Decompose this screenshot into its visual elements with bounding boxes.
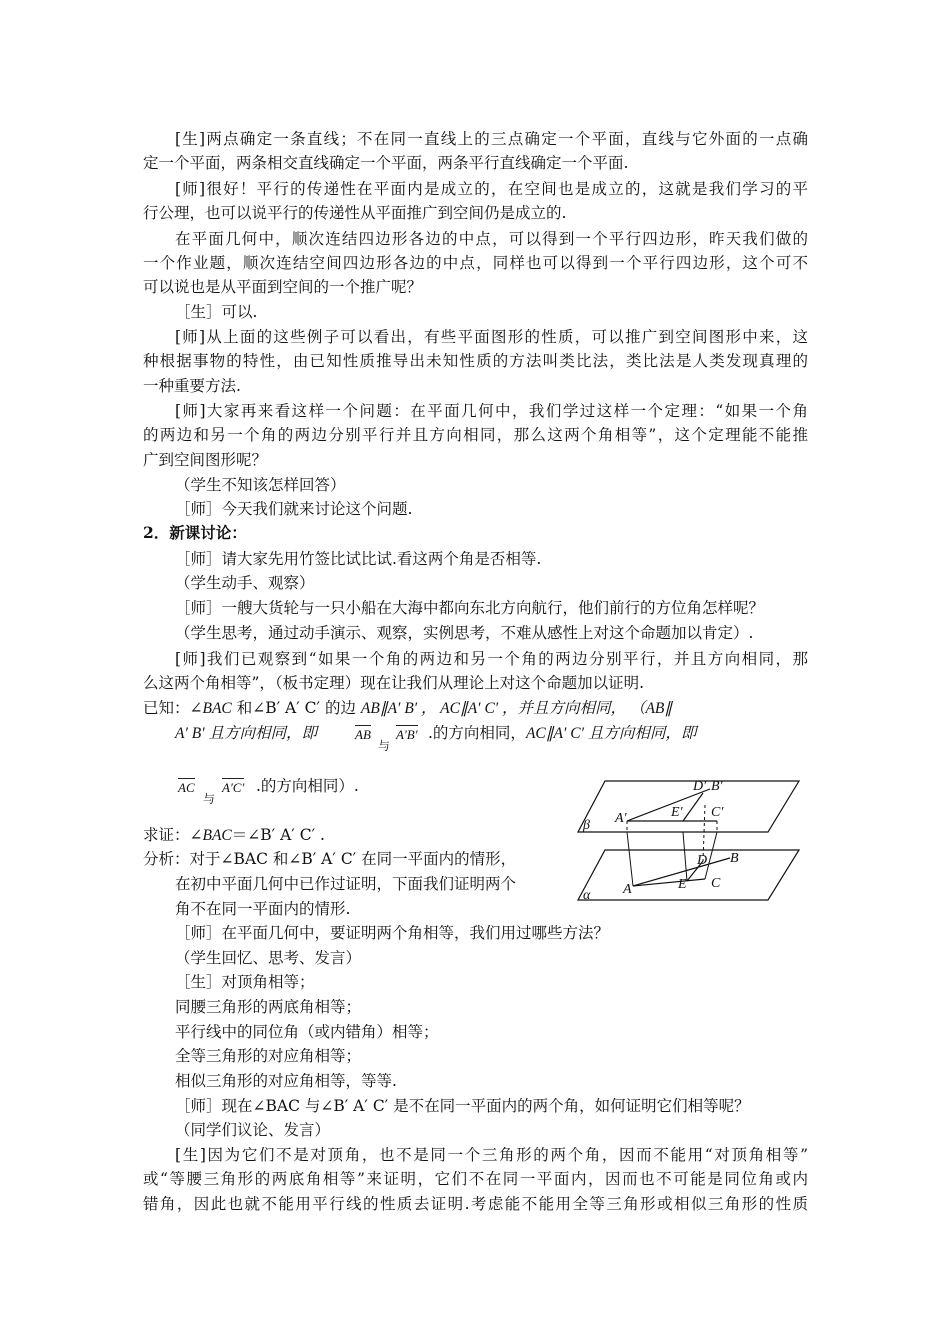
text-line: 的两边和另一个角的两边分别平行并且方向相同，那么这两个角相等”，这个定理能不能推: [143, 426, 808, 444]
text-line: 或“等腰三角形的两底角相等”来证明，它们不在同一平面内，因而也不可能是同位角或内: [143, 1170, 808, 1188]
text-line: ［师］今天我们就来讨论这个问题.: [175, 500, 413, 518]
text-line: 定一个平面，两条相交直线确定一个平面，两条平行直线确定一个平面.: [143, 154, 629, 172]
point-label: B: [730, 851, 739, 866]
text-line: 么这两个角相等”，（板书定理）现在让我们从理论上对这个命题加以证明.: [143, 674, 645, 692]
text-line: 行公理，也可以说平行的传递性从平面推广到空间仍是成立的.: [143, 204, 567, 222]
analysis-line: 分析：对于∠BAC 和∠B′ A′ C′ 在同一平面内的情形，: [143, 850, 517, 868]
yu-label: 与: [378, 739, 391, 753]
text-line: 一种重要方法.: [143, 377, 241, 395]
segment-e1d1: [683, 793, 703, 821]
given-line-1: 已知：∠BAC 和∠B′ A′ C′ 的边 AB∥A′ B′ ， AC∥A′ C′ ，并且方向相同， （AB∥: [143, 699, 673, 717]
point-label: B′: [711, 779, 723, 794]
text-line: [生]两点确定一条直线；不在同一直线上的三点确定一个平面，直线与它外面的一点确: [175, 130, 808, 148]
section-heading: 2．新课讨论：: [143, 523, 247, 542]
text-line: 错角，因此也就不能用平行线的性质去证明.考虑能不能用全等三角形或相似三角形的性质: [143, 1195, 808, 1213]
line-ee1: [683, 832, 687, 881]
text-line: 全等三角形的对应角相等；: [175, 1047, 362, 1065]
text-line: ［生］可以.: [175, 303, 258, 321]
text-line: [师]我们已观察到“如果一个角的两边和另一个角的两边分别平行，并且方向相同，那: [175, 650, 808, 668]
text-line: 在平面几何中，顺次连结四边形各边的中点，可以得到一个平行四边形，昨天我们做的: [175, 230, 808, 248]
line-aa1: [627, 832, 633, 886]
vector-ab: AB: [355, 727, 371, 742]
text-line: （同学们议论、发言）: [175, 1121, 331, 1139]
text-line: ［生］对顶角相等；: [175, 973, 315, 991]
point-label: D′: [693, 779, 707, 794]
point-label: D: [697, 853, 708, 868]
text-line: 一个作业题，顺次连结空间四边形各边的中点，同样也可以得到一个平行四边形，这个可不: [143, 254, 808, 272]
text-line: 同腰三角形的两底角相等；: [175, 998, 362, 1016]
text-line: （学生思考，通过动手演示、观察，实例思考，不难从感性上对这个命题加以肯定）.: [175, 624, 754, 642]
text-line: （学生动手、观察）: [175, 574, 315, 592]
text-line: ［师］现在∠BAC 与∠B′ A′ C′ 是不在同一平面内的两个角，如何证明它们相等呢？: [175, 1097, 750, 1115]
point-label: A′: [615, 811, 627, 826]
point-label: E′: [671, 805, 683, 820]
analysis-line: 角不在同一平面内的情形.: [175, 900, 351, 918]
given-line-2: A′ B′ 且方向相同，即: [175, 725, 317, 742]
upper-plane: [578, 781, 799, 832]
text-line: （学生回忆、思考、发言）: [175, 949, 362, 967]
text-line: 平行线中的同位角（或内错角）相等；: [175, 1023, 439, 1041]
text-line: [师]大家再来看这样一个问题：在平面几何中，我们学过这样一个定理：“如果一个角: [175, 402, 808, 420]
point-label: C′: [711, 805, 724, 820]
point-label: A: [623, 882, 632, 897]
text-line: ［师］在平面几何中，要证明两个角相等，我们用过哪些方法？: [175, 924, 610, 942]
plane-label-beta: β: [583, 818, 590, 833]
text-line: 广到空间图形呢？: [143, 451, 268, 469]
analysis-line: 在初中平面几何中已作过证明，下面我们证明两个: [175, 875, 517, 893]
text-line: （学生不知该怎样回答）: [175, 476, 346, 494]
lower-plane: [578, 850, 799, 900]
two-planes-figure: [575, 775, 815, 905]
text-line: 可以说也是从平面到空间的一个推广呢？: [143, 278, 423, 296]
prove-line: 求证：∠BAC＝∠B′ A′ C′ .: [143, 826, 325, 844]
given-line-2-rest: .的方向相同，AC∥A′ C′ 且方向相同，即: [428, 724, 697, 742]
text-line: 相似三角形的对应角相等，等等.: [175, 1072, 397, 1090]
point-label: E: [678, 877, 687, 892]
plane-label-alpha: α: [583, 888, 591, 903]
text-line: [生]因为它们不是对顶角，也不是同一个三角形的两个角，因而不能用“对顶角相等”: [175, 1146, 808, 1164]
point-label: C: [711, 876, 721, 891]
text-line: [师]从上面的这些例子可以看出，有些平面图形的性质，可以推广到空间图形中来，这: [175, 328, 808, 346]
text-line: [师]很好！平行的传递性在平面内是成立的，在空间也是成立的，这就是我们学习的平: [175, 180, 808, 198]
vector-ac: AC: [178, 780, 195, 795]
vector-a1b1: A′B′: [396, 727, 418, 742]
text-line: ［师］请大家先用竹签比试比试.看这两个角是否相等.: [175, 550, 542, 568]
given-line-3-rest: .的方向相同）.: [256, 777, 359, 795]
text-line: ［师］一艘大货轮与一只小船在大海中都向东北方向航行，他们前行的方位角怎样呢？: [175, 599, 765, 617]
text-line: 种根据事物的特性，由已知性质推导出未知性质的方法叫类比法，类比法是人类发现真理的: [143, 352, 808, 370]
yu-label: 与: [203, 792, 216, 806]
vector-a1c1: A′C′: [222, 780, 245, 795]
